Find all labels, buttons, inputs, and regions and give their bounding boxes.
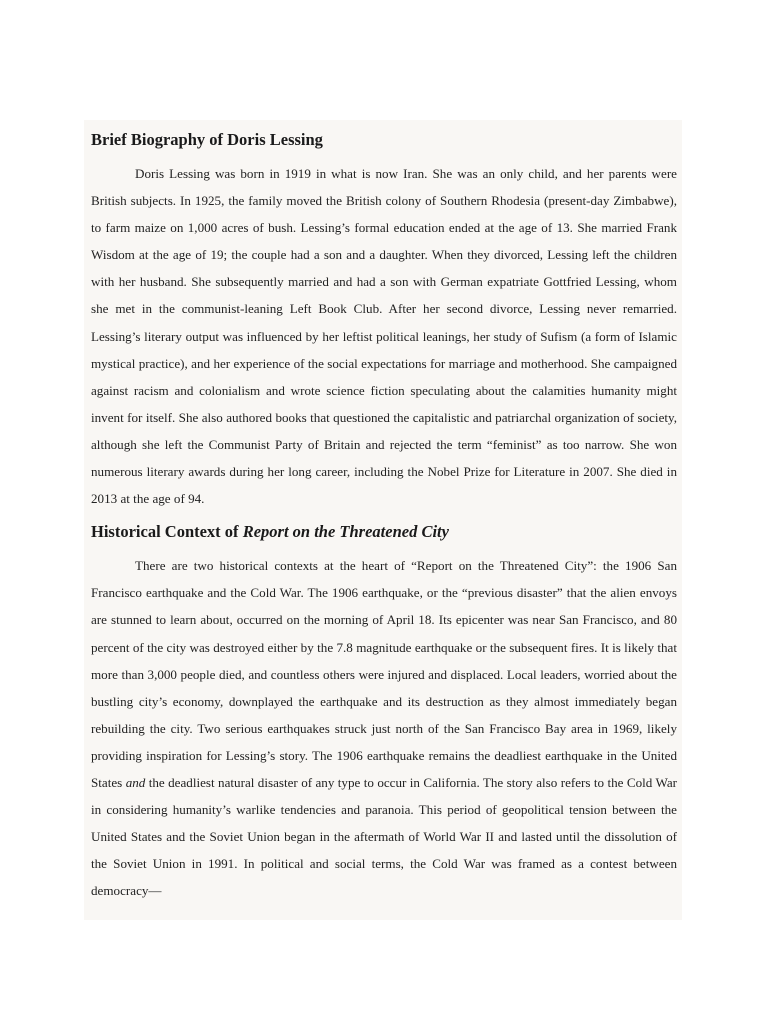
paragraph-text-part1: There are two historical contexts at the heart of “Report on the Threatened City”: the 1906 San Francisco earthquake and the Cold War. The 1906 earthquake, or the “previous disaster” that the alien envoys are stunned to learn about, occurred on the morning of April 18. Its epicenter was near San Francisco, and 80 percent of the city was destroyed either by the 7.8 magnitude earthquake or the subsequent fires. It is likely that more than 3,000 people died, and countless others were injured and displaced. Local leaders, worried about the bustling city’s economy, downplayed the earthquake and its destruction as they almost immediately began rebuilding the city. Two serious earthquakes struck just north of the San Francisco Bay area in 1969, likely providing inspiration for Lessing’s story. The 1906 earthquake remains the deadliest earthquake in the United States [91, 558, 677, 790]
paragraph-emphasis: and [125, 774, 146, 790]
historical-context-heading-prefix: Historical Context of [91, 522, 243, 542]
historical-context-heading [91, 518, 677, 546]
paragraph-text-part2: the deadliest natural disaster of any type to occur in California. The story also refers to the Cold War in considering humanity’s warlike tendencies and paranoia. This period of geopolitical tension between the United States and the Soviet Union began in the aftermath of World War II and lasted until the dissolution of the Soviet Union in 1991. In political and social terms, the Cold War was framed as a contest between democracy— [91, 774, 677, 899]
biography-heading: Brief Biography of Doris Lessing [91, 130, 323, 149]
historical-context-paragraph [91, 552, 677, 904]
document-body [91, 126, 677, 904]
biography-paragraph: Doris Lessing was born in 1919 in what is now Iran. She was an only child, and her parents were British subjects. In 1925, the family moved the British colony of Southern Rhodesia (present-day Zimbabwe), to farm maize on 1,000 acres of bush. Lessing’s formal education ended at the age of 13. She married Frank Wisdom at the age of 19; the couple had a son and a daughter. When they divorced, Lessing left the children with her husband. She subsequently married and had a son with German expatriate Gottfried Lessing, whom she met in the communist-leaning Left Book Club. After her second divorce, Lessing never remarried. Lessing’s literary output was influenced by her leftist political leanings, her study of Sufism (a form of Islamic mystical practice), and her experience of the social expectations for marriage and motherhood. She campaigned against racism and colonialism and wrote science fiction speculating about the calamities humanity might invent for itself. She also authored books that questioned the capitalistic and patriarchal organization of society, although she left the Communist Party of Britain and rejected the term “feminist” as too narrow. She won numerous literary awards during her long career, including the Nobel Prize for Literature in 2007. She died in 2013 at the age of 94. [91, 166, 677, 507]
story-title: Report on the Threatened City [242, 522, 449, 542]
